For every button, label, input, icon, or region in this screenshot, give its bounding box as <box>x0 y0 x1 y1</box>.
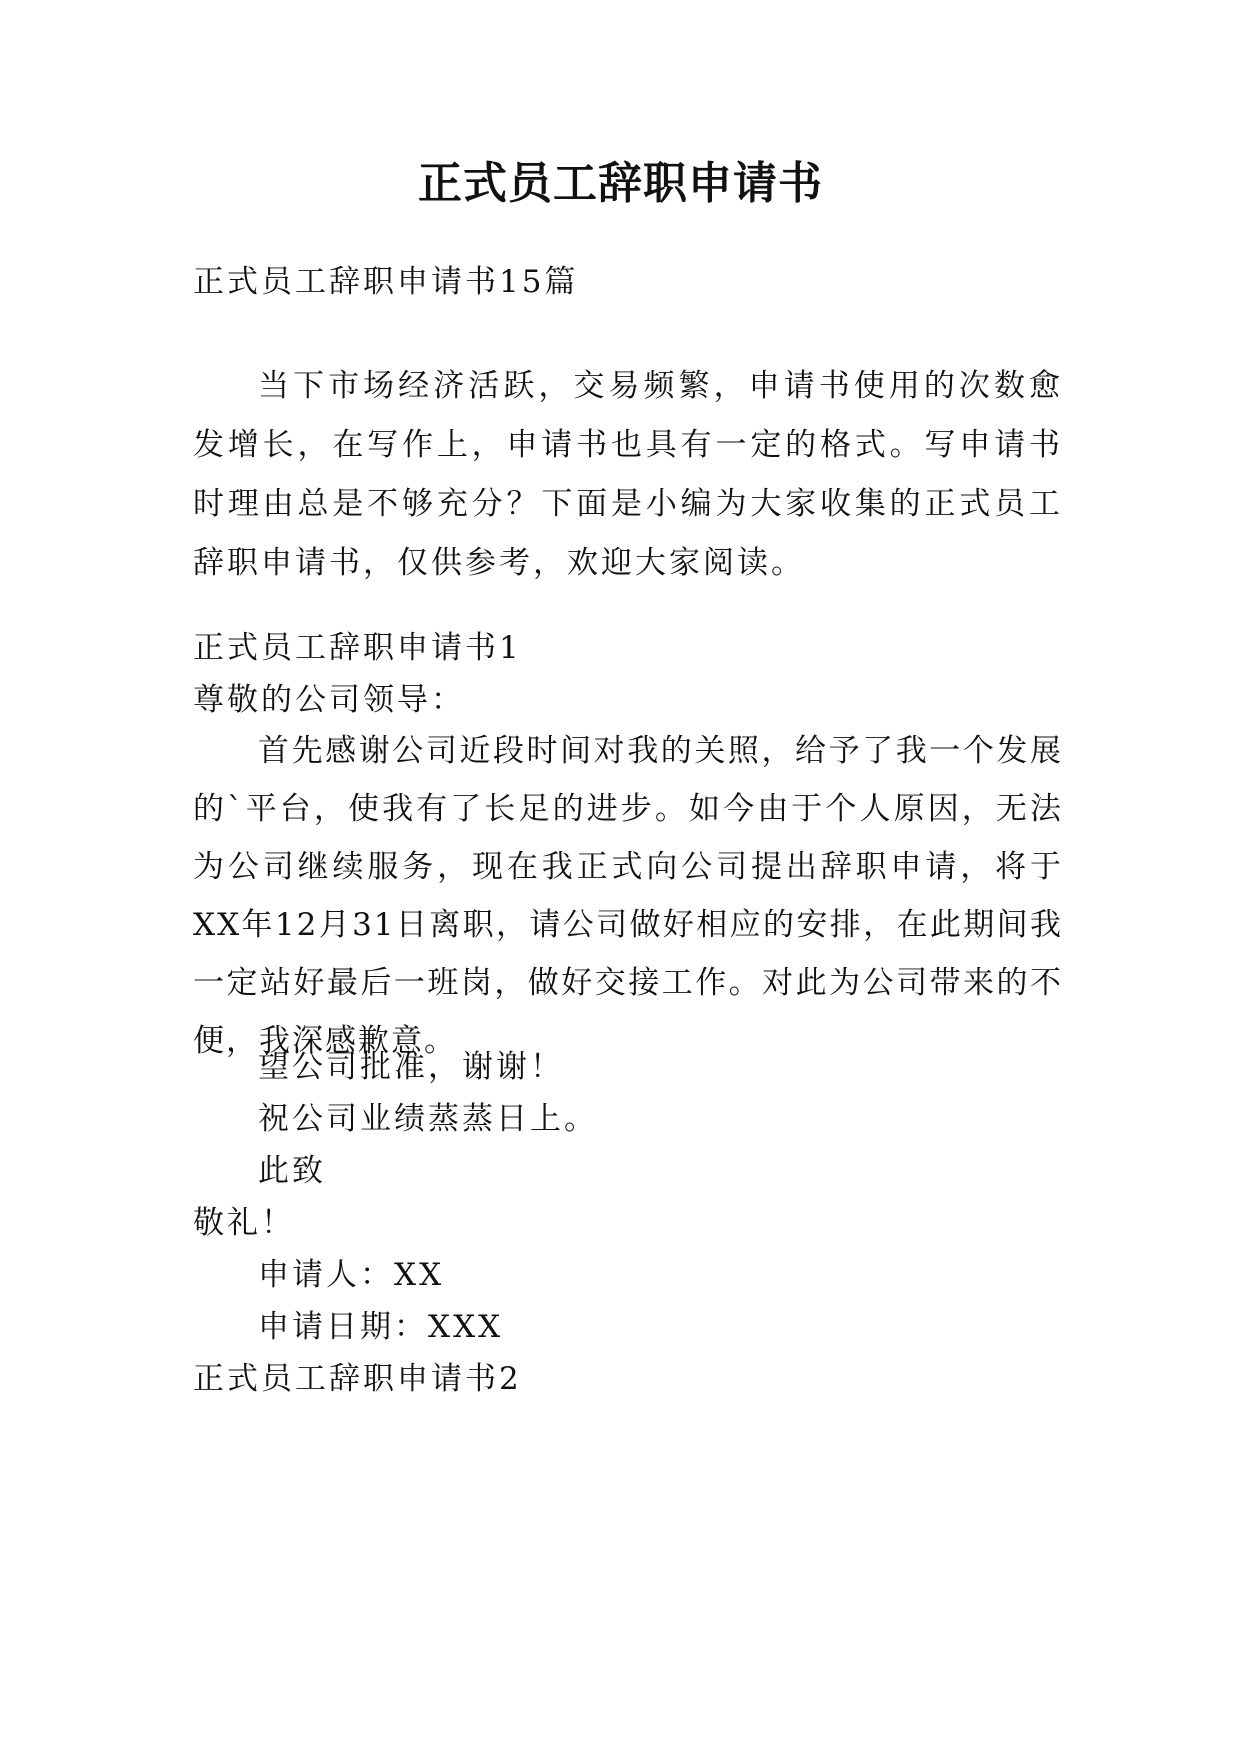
body-paragraph: 首先感谢公司近段时间对我的关照，给予了我一个发展的`平台，使我有了长足的进步。如今由于个人原因，无法为公司继续服务，现在我正式向公司提出辞职申请，将于XX年12月31日离职，请公司做好相应的安排，在此期间我一定站好最后一班岗，做好交接工作。对此为公司带来的不便，我深感歉意。 <box>193 733 1063 1059</box>
section-2-heading: 正式员工辞职申请书2 <box>193 1361 522 1397</box>
section-1-heading: 正式员工辞职申请书1 <box>193 630 522 666</box>
intro-paragraph: 当下市场经济活跃，交易频繁，申请书使用的次数愈发增长，在写作上，申请书也具有一定的格式。写申请书时理由总是不够充分？下面是小编为大家收集的正式员工辞职申请书，仅供参考，欢迎大家阅读。 <box>193 368 1063 581</box>
document-title: 正式员工辞职申请书 <box>418 158 823 209</box>
salutation: 尊敬的公司领导： <box>193 682 465 718</box>
applicant-line: 申请人：XX <box>258 1257 445 1293</box>
closing-jingli: 敬礼！ <box>193 1205 295 1241</box>
apply-date-line: 申请日期：XXX <box>258 1309 504 1345</box>
document-subtitle: 正式员工辞职申请书15篇 <box>193 264 579 300</box>
closing-wish: 祝公司业绩蒸蒸日上。 <box>258 1101 598 1137</box>
closing-request: 望公司批准，谢谢！ <box>258 1049 564 1085</box>
closing-cizhi: 此致 <box>258 1153 326 1189</box>
